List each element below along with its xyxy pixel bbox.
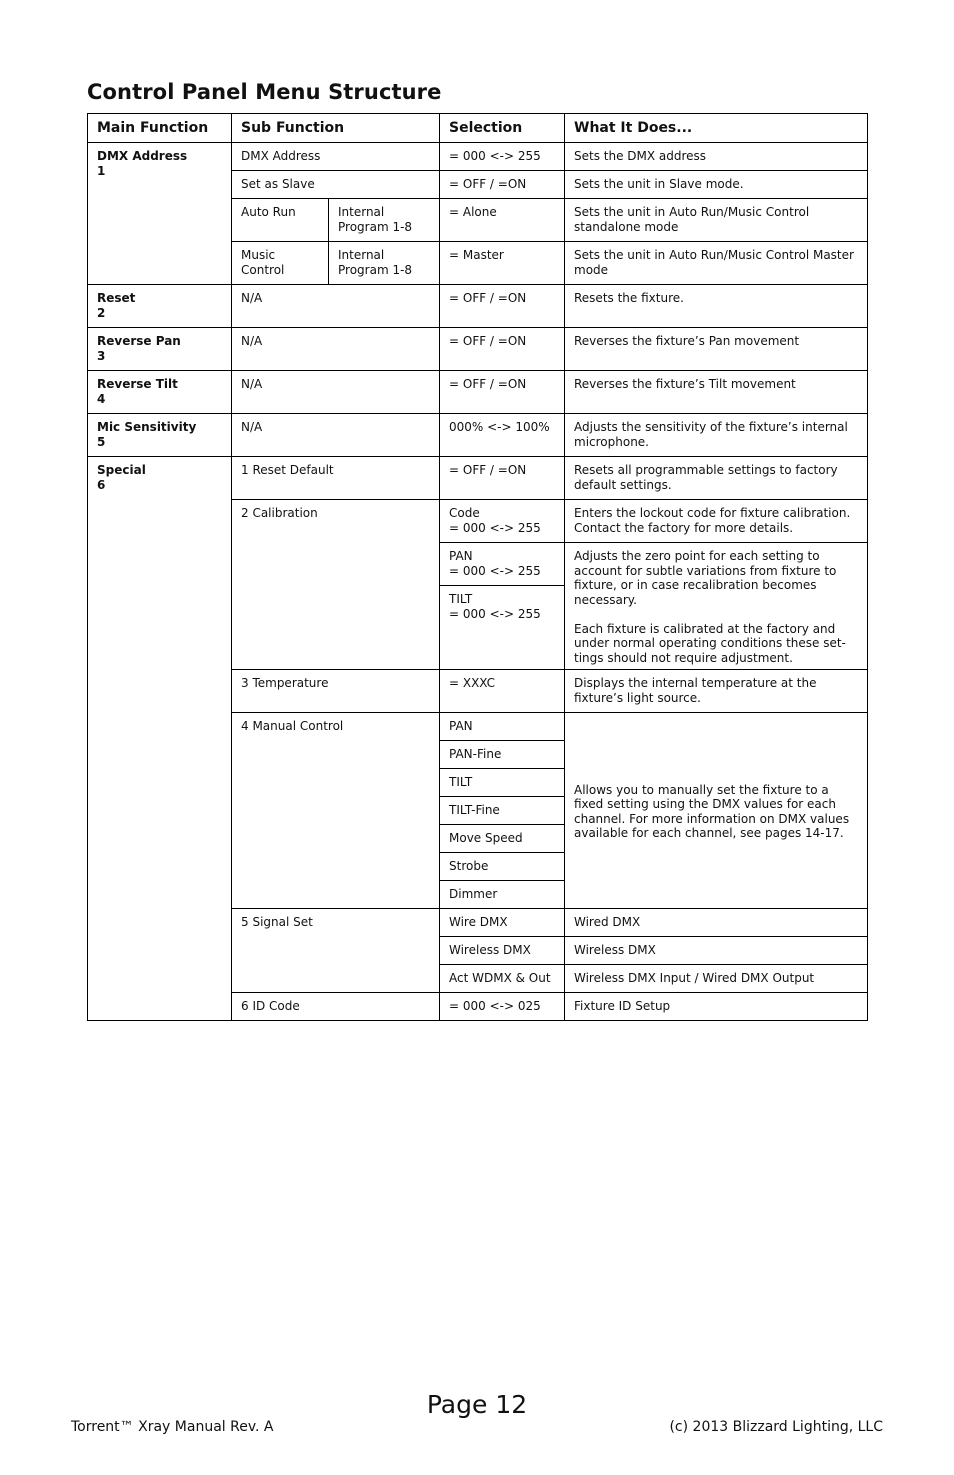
sub-function-cell: N/A [232, 371, 440, 414]
selection-cell: TILT [440, 769, 565, 797]
description-cell: Sets the DMX address [565, 143, 868, 171]
menu-structure-table [87, 113, 868, 1021]
selection-cell: = XXXC [440, 670, 565, 713]
selection-cell: TILT = 000 <-> 255 [440, 586, 565, 670]
selection-cell: = OFF / =ON [440, 328, 565, 371]
selection-cell: PAN-Fine [440, 741, 565, 769]
sub-function-cell: Music Control [232, 242, 329, 285]
sub-function-cell: Set as Slave [232, 171, 440, 199]
description-cell: Adjusts the sensitivity of the fixture’s internal microphone. [565, 414, 868, 457]
table-row [88, 143, 868, 171]
table-row [88, 414, 868, 457]
description-cell: Wireless DMX Input / Wired DMX Output [565, 965, 868, 993]
page-title: Control Panel Menu Structure [87, 80, 442, 104]
sub-function-cell: 2 Calibration [232, 500, 440, 670]
description-cell: Sets the unit in Slave mode. [565, 171, 868, 199]
table-row [88, 328, 868, 371]
selection-cell: Move Speed [440, 825, 565, 853]
selection-cell: = OFF / =ON [440, 457, 565, 500]
selection-cell: = 000 <-> 025 [440, 993, 565, 1021]
selection-cell: = 000 <-> 255 [440, 143, 565, 171]
description-cell: Wireless DMX [565, 937, 868, 965]
selection-cell: = OFF / =ON [440, 285, 565, 328]
selection-cell: = OFF / =ON [440, 371, 565, 414]
footer-copyright: (c) 2013 Blizzard Lighting, LLC [669, 1419, 883, 1435]
selection-cell: PAN = 000 <-> 255 [440, 543, 565, 586]
table-header-row [88, 114, 868, 143]
description-cell: Reverses the fixture’s Tilt movement [565, 371, 868, 414]
selection-cell: Strobe [440, 853, 565, 881]
sub-function-cell: 4 Manual Control [232, 713, 440, 909]
header-selection: Selection [440, 114, 565, 143]
selection-cell: Wire DMX [440, 909, 565, 937]
sub-function-cell: DMX Address [232, 143, 440, 171]
description-cell: Wired DMX [565, 909, 868, 937]
sub-function-detail-cell: Internal Program 1-8 [329, 199, 440, 242]
main-function-cell: Mic Sensitivity 5 [88, 414, 232, 457]
table-row [88, 371, 868, 414]
main-function-cell: DMX Address 1 [88, 143, 232, 285]
sub-function-cell: N/A [232, 414, 440, 457]
selection-cell: PAN [440, 713, 565, 741]
selection-cell: TILT-Fine [440, 797, 565, 825]
sub-function-cell: 5 Signal Set [232, 909, 440, 993]
sub-function-cell: 3 Temperature [232, 670, 440, 713]
sub-function-cell: Auto Run [232, 199, 329, 242]
sub-function-cell: N/A [232, 328, 440, 371]
header-main-function: Main Function [88, 114, 232, 143]
description-cell: Displays the internal temperature at the fixture’s light source. [565, 670, 868, 713]
main-function-cell: Reset 2 [88, 285, 232, 328]
description-cell: Adjusts the zero point for each setting to account for subtle variations from fixture to fixture, or in case recalibration becomes necessary. Each fixture is calibrated at the factory and under normal operating conditions these set-tings should not require adjustment. [565, 543, 868, 670]
description-cell: Fixture ID Setup [565, 993, 868, 1021]
main-function-cell: Reverse Pan 3 [88, 328, 232, 371]
sub-function-cell: 6 ID Code [232, 993, 440, 1021]
footer-manual-title: Torrent™ Xray Manual Rev. A [71, 1419, 274, 1435]
header-sub-function: Sub Function [232, 114, 440, 143]
selection-cell: = Alone [440, 199, 565, 242]
sub-function-cell: N/A [232, 285, 440, 328]
selection-cell: = OFF / =ON [440, 171, 565, 199]
sub-function-detail-cell: Internal Program 1-8 [329, 242, 440, 285]
selection-cell: Wireless DMX [440, 937, 565, 965]
selection-cell: Act WDMX & Out [440, 965, 565, 993]
selection-cell: 000% <-> 100% [440, 414, 565, 457]
description-cell: Resets the fixture. [565, 285, 868, 328]
selection-cell: = Master [440, 242, 565, 285]
sub-function-cell: 1 Reset Default [232, 457, 440, 500]
description-cell: Resets all programmable settings to factory default settings. [565, 457, 868, 500]
header-what-it-does: What It Does... [565, 114, 868, 143]
description-cell: Allows you to manually set the fixture to a fixed setting using the DMX values for each channel. For more information on DMX values available for each channel, see pages 14-17. [565, 713, 868, 909]
selection-cell: Dimmer [440, 881, 565, 909]
description-cell: Sets the unit in Auto Run/Music Control Master mode [565, 242, 868, 285]
table-row [88, 457, 868, 500]
main-function-cell: Special 6 [88, 457, 232, 1021]
page-number: Page 12 [426, 1390, 528, 1419]
selection-cell: Code = 000 <-> 255 [440, 500, 565, 543]
description-cell: Enters the lockout code for fixture calibration. Contact the factory for more details. [565, 500, 868, 543]
description-cell: Sets the unit in Auto Run/Music Control standalone mode [565, 199, 868, 242]
main-function-cell: Reverse Tilt 4 [88, 371, 232, 414]
table-row [88, 285, 868, 328]
description-cell: Reverses the fixture’s Pan movement [565, 328, 868, 371]
